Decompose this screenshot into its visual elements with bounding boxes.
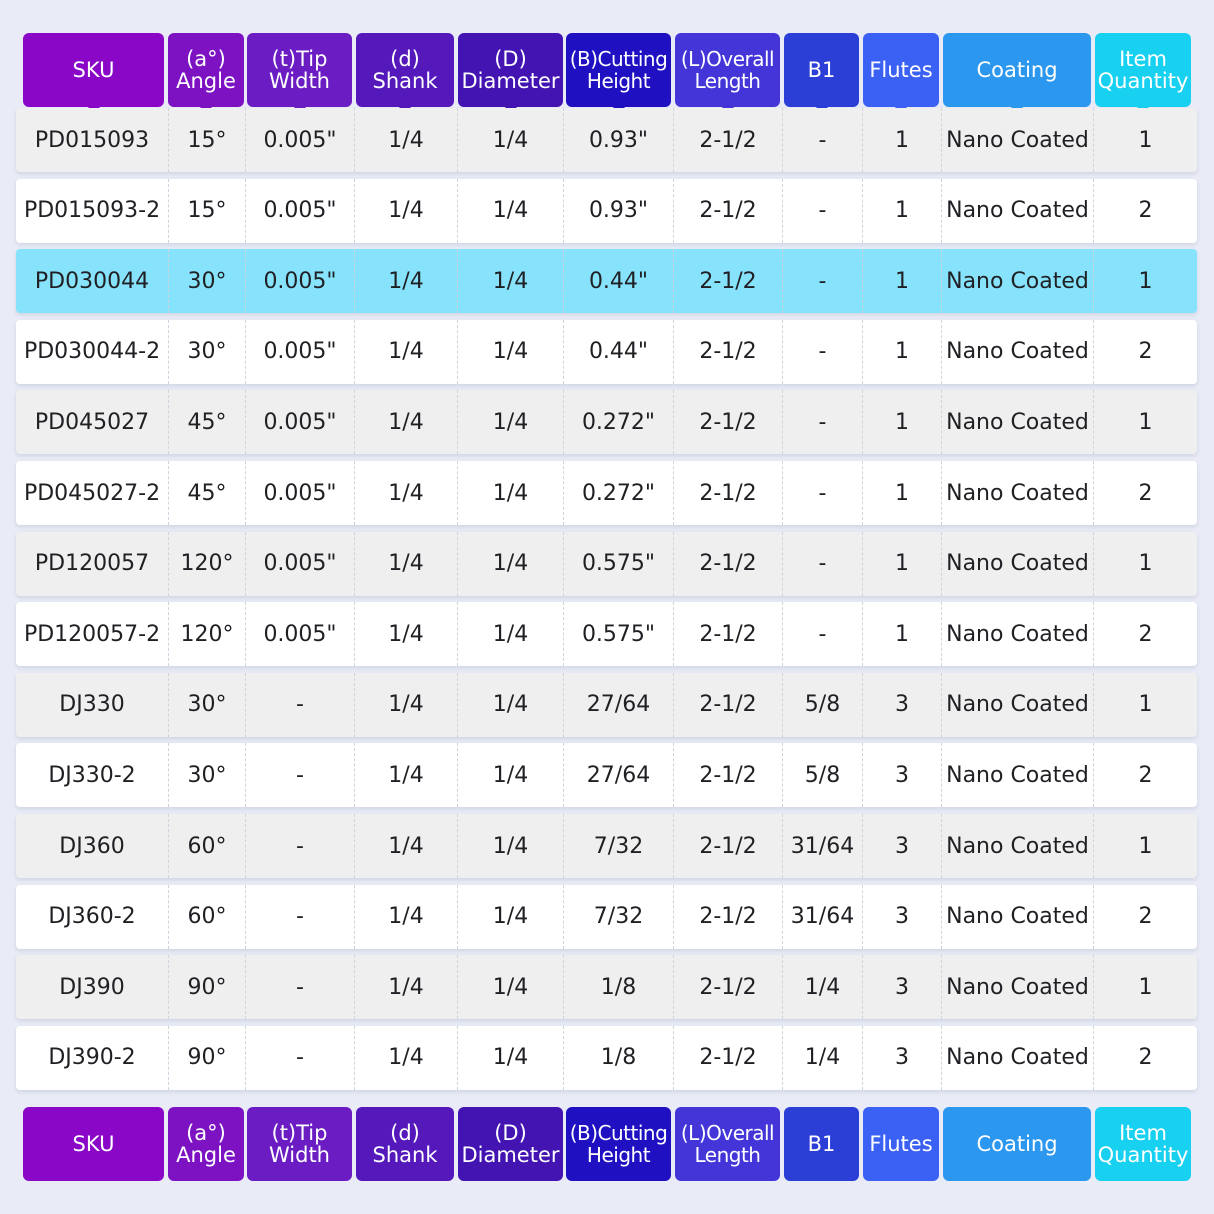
table-row [16, 743, 1197, 807]
shank-cell: 1/4 [354, 532, 457, 596]
coating-cell: Nano Coated [941, 461, 1093, 525]
b1-cell: 31/64 [782, 885, 862, 949]
coating-cell: Nano Coated [941, 532, 1093, 596]
shank-cell: 1/4 [354, 179, 457, 243]
bottom-angle-header: (a°) Angle [168, 1107, 244, 1181]
cutting-height-cell: 27/64 [563, 743, 673, 807]
cutting-height-cell: 0.272" [563, 390, 673, 454]
shank-cell: 1/4 [354, 461, 457, 525]
bottom-sku-header: SKU [23, 1107, 164, 1181]
sku-cell: PD030044 [34, 268, 150, 294]
cutting-height-cell: 1/8 [563, 955, 673, 1019]
top-flutes-header: Flutes [863, 33, 939, 107]
flutes-cell: 1 [862, 249, 941, 313]
overall-length-cell: 2-1/2 [673, 673, 782, 737]
tip-width-cell: 0.005" [245, 532, 354, 596]
angle-cell: 45° [168, 390, 245, 454]
diameter-cell: 1/4 [457, 108, 563, 172]
angle-cell: 90° [168, 1026, 245, 1090]
shank-cell: 1/4 [354, 320, 457, 384]
flutes-cell: 1 [862, 461, 941, 525]
tip-width-cell: 0.005" [245, 179, 354, 243]
overall-length-cell: 2-1/2 [673, 179, 782, 243]
flutes-cell: 3 [862, 885, 941, 949]
coating-cell: Nano Coated [941, 1026, 1093, 1090]
item-quantity-cell: 2 [1093, 885, 1197, 949]
diameter-cell: 1/4 [457, 814, 563, 878]
cutting-height-cell: 27/64 [563, 673, 673, 737]
item-quantity-cell: 1 [1093, 249, 1197, 313]
tip-width-cell: 0.005" [245, 390, 354, 454]
sku-cell: DJ330 [59, 692, 125, 718]
coating-cell: Nano Coated [941, 108, 1093, 172]
item-quantity-cell: 1 [1093, 532, 1197, 596]
diameter-cell: 1/4 [457, 602, 563, 666]
shank-cell: 1/4 [354, 743, 457, 807]
bottom-overall-length-header: (L)Overall Length [675, 1107, 780, 1181]
b1-cell: - [782, 108, 862, 172]
bottom-b1-header: B1 [784, 1107, 859, 1181]
overall-length-cell: 2-1/2 [673, 1026, 782, 1090]
cutting-height-cell: 0.93" [563, 179, 673, 243]
bottom-diameter-header: (D) Diameter [458, 1107, 563, 1181]
table-row [16, 320, 1197, 384]
cutting-height-cell: 0.44" [563, 249, 673, 313]
sku-cell: PD045027-2 [23, 480, 161, 506]
tip-width-cell: - [245, 955, 354, 1019]
coating-cell: Nano Coated [941, 955, 1093, 1019]
tip-width-cell: 0.005" [245, 249, 354, 313]
shank-cell: 1/4 [354, 108, 457, 172]
bottom-coating-header: Coating [943, 1107, 1091, 1181]
angle-cell: 60° [168, 814, 245, 878]
cutting-height-cell: 0.93" [563, 108, 673, 172]
top-b1-header: B1 [784, 33, 859, 107]
top-coating-header: Coating [943, 33, 1091, 107]
diameter-cell: 1/4 [457, 743, 563, 807]
b1-cell: - [782, 532, 862, 596]
table-header-bottom [0, 1107, 1214, 1181]
coating-cell: Nano Coated [941, 179, 1093, 243]
sku-cell: PD030044-2 [23, 339, 161, 365]
coating-cell: Nano Coated [941, 390, 1093, 454]
flutes-cell: 3 [862, 673, 941, 737]
top-item-quantity-header: Item Quantity [1095, 33, 1191, 107]
diameter-cell: 1/4 [457, 249, 563, 313]
shank-cell: 1/4 [354, 602, 457, 666]
cutting-height-cell: 0.575" [563, 532, 673, 596]
bottom-tip-width-header: (t)Tip Width [247, 1107, 352, 1181]
b1-cell: 1/4 [782, 955, 862, 1019]
shank-cell: 1/4 [354, 885, 457, 949]
item-quantity-cell: 1 [1093, 673, 1197, 737]
cutting-height-cell: 0.575" [563, 602, 673, 666]
sku-cell: PD015093 [34, 127, 150, 153]
diameter-cell: 1/4 [457, 1026, 563, 1090]
flutes-cell: 3 [862, 955, 941, 1019]
bottom-item-quantity-header: Item Quantity [1095, 1107, 1191, 1181]
coating-cell: Nano Coated [941, 673, 1093, 737]
tip-width-cell: - [245, 885, 354, 949]
flutes-cell: 3 [862, 814, 941, 878]
tip-width-cell: - [245, 743, 354, 807]
item-quantity-cell: 2 [1093, 461, 1197, 525]
tip-width-cell: - [245, 814, 354, 878]
sku-cell: DJ360 [59, 833, 125, 859]
diameter-cell: 1/4 [457, 390, 563, 454]
item-quantity-cell: 1 [1093, 390, 1197, 454]
coating-cell: Nano Coated [941, 814, 1093, 878]
angle-cell: 30° [168, 743, 245, 807]
angle-cell: 15° [168, 108, 245, 172]
shank-cell: 1/4 [354, 814, 457, 878]
shank-cell: 1/4 [354, 390, 457, 454]
shank-cell: 1/4 [354, 955, 457, 1019]
coating-cell: Nano Coated [941, 885, 1093, 949]
bottom-flutes-header: Flutes [863, 1107, 939, 1181]
item-quantity-cell: 1 [1093, 955, 1197, 1019]
table-row [16, 249, 1197, 313]
cutting-height-cell: 0.44" [563, 320, 673, 384]
item-quantity-cell: 2 [1093, 320, 1197, 384]
bottom-shank-header: (d) Shank [356, 1107, 454, 1181]
b1-cell: - [782, 249, 862, 313]
flutes-cell: 1 [862, 179, 941, 243]
flutes-cell: 3 [862, 1026, 941, 1090]
angle-cell: 90° [168, 955, 245, 1019]
shank-cell: 1/4 [354, 1026, 457, 1090]
angle-cell: 120° [168, 532, 245, 596]
coating-cell: Nano Coated [941, 602, 1093, 666]
b1-cell: 31/64 [782, 814, 862, 878]
table-row [16, 532, 1197, 596]
item-quantity-cell: 2 [1093, 743, 1197, 807]
table-row [16, 1026, 1197, 1090]
shank-cell: 1/4 [354, 249, 457, 313]
coating-cell: Nano Coated [941, 743, 1093, 807]
b1-cell: 5/8 [782, 673, 862, 737]
top-sku-header: SKU [23, 33, 164, 107]
table-row [16, 814, 1197, 878]
angle-cell: 45° [168, 461, 245, 525]
b1-cell: 1/4 [782, 1026, 862, 1090]
overall-length-cell: 2-1/2 [673, 743, 782, 807]
overall-length-cell: 2-1/2 [673, 108, 782, 172]
top-overall-length-header: (L)Overall Length [675, 33, 780, 107]
sku-cell: DJ390 [59, 974, 125, 1000]
diameter-cell: 1/4 [457, 532, 563, 596]
item-quantity-cell: 2 [1093, 179, 1197, 243]
tip-width-cell: 0.005" [245, 320, 354, 384]
tip-width-cell: - [245, 673, 354, 737]
sku-cell: DJ390-2 [48, 1045, 136, 1071]
angle-cell: 120° [168, 602, 245, 666]
top-tip-width-header: (t)Tip Width [247, 33, 352, 107]
b1-cell: - [782, 320, 862, 384]
cutting-height-cell: 1/8 [563, 1026, 673, 1090]
table-row [16, 602, 1197, 666]
tip-width-cell: - [245, 1026, 354, 1090]
cutting-height-cell: 7/32 [563, 814, 673, 878]
angle-cell: 30° [168, 320, 245, 384]
item-quantity-cell: 2 [1093, 1026, 1197, 1090]
top-diameter-header: (D) Diameter [458, 33, 563, 107]
top-shank-header: (d) Shank [356, 33, 454, 107]
cutting-height-cell: 7/32 [563, 885, 673, 949]
flutes-cell: 1 [862, 532, 941, 596]
table-row [16, 390, 1197, 454]
diameter-cell: 1/4 [457, 955, 563, 1019]
diameter-cell: 1/4 [457, 320, 563, 384]
b1-cell: 5/8 [782, 743, 862, 807]
table-header-top [0, 33, 1214, 107]
overall-length-cell: 2-1/2 [673, 602, 782, 666]
coating-cell: Nano Coated [941, 249, 1093, 313]
table-row [16, 179, 1197, 243]
table-row [16, 108, 1197, 172]
diameter-cell: 1/4 [457, 461, 563, 525]
top-angle-header: (a°) Angle [168, 33, 244, 107]
flutes-cell: 1 [862, 320, 941, 384]
bottom-cutting-height-header: (B)Cutting Height [566, 1107, 671, 1181]
flutes-cell: 1 [862, 390, 941, 454]
flutes-cell: 1 [862, 108, 941, 172]
angle-cell: 60° [168, 885, 245, 949]
overall-length-cell: 2-1/2 [673, 814, 782, 878]
b1-cell: - [782, 602, 862, 666]
sku-cell: PD120057-2 [23, 621, 161, 647]
tip-width-cell: 0.005" [245, 602, 354, 666]
angle-cell: 30° [168, 673, 245, 737]
flutes-cell: 3 [862, 743, 941, 807]
table-row [16, 955, 1197, 1019]
sku-cell: DJ330-2 [48, 762, 136, 788]
tip-width-cell: 0.005" [245, 461, 354, 525]
table-row [16, 885, 1197, 949]
overall-length-cell: 2-1/2 [673, 390, 782, 454]
b1-cell: - [782, 461, 862, 525]
item-quantity-cell: 1 [1093, 814, 1197, 878]
overall-length-cell: 2-1/2 [673, 320, 782, 384]
b1-cell: - [782, 179, 862, 243]
sku-cell: PD045027 [34, 409, 150, 435]
overall-length-cell: 2-1/2 [673, 955, 782, 1019]
b1-cell: - [782, 390, 862, 454]
overall-length-cell: 2-1/2 [673, 461, 782, 525]
tip-width-cell: 0.005" [245, 108, 354, 172]
diameter-cell: 1/4 [457, 885, 563, 949]
shank-cell: 1/4 [354, 673, 457, 737]
top-cutting-height-header: (B)Cutting Height [566, 33, 671, 107]
overall-length-cell: 2-1/2 [673, 885, 782, 949]
angle-cell: 15° [168, 179, 245, 243]
table-row [16, 461, 1197, 525]
sku-cell: DJ360-2 [48, 904, 136, 930]
coating-cell: Nano Coated [941, 320, 1093, 384]
diameter-cell: 1/4 [457, 673, 563, 737]
overall-length-cell: 2-1/2 [673, 249, 782, 313]
item-quantity-cell: 1 [1093, 108, 1197, 172]
sku-cell: PD015093-2 [23, 198, 161, 224]
cutting-height-cell: 0.272" [563, 461, 673, 525]
angle-cell: 30° [168, 249, 245, 313]
sku-cell: PD120057 [34, 551, 150, 577]
table-row [16, 673, 1197, 737]
item-quantity-cell: 2 [1093, 602, 1197, 666]
overall-length-cell: 2-1/2 [673, 532, 782, 596]
flutes-cell: 1 [862, 602, 941, 666]
diameter-cell: 1/4 [457, 179, 563, 243]
